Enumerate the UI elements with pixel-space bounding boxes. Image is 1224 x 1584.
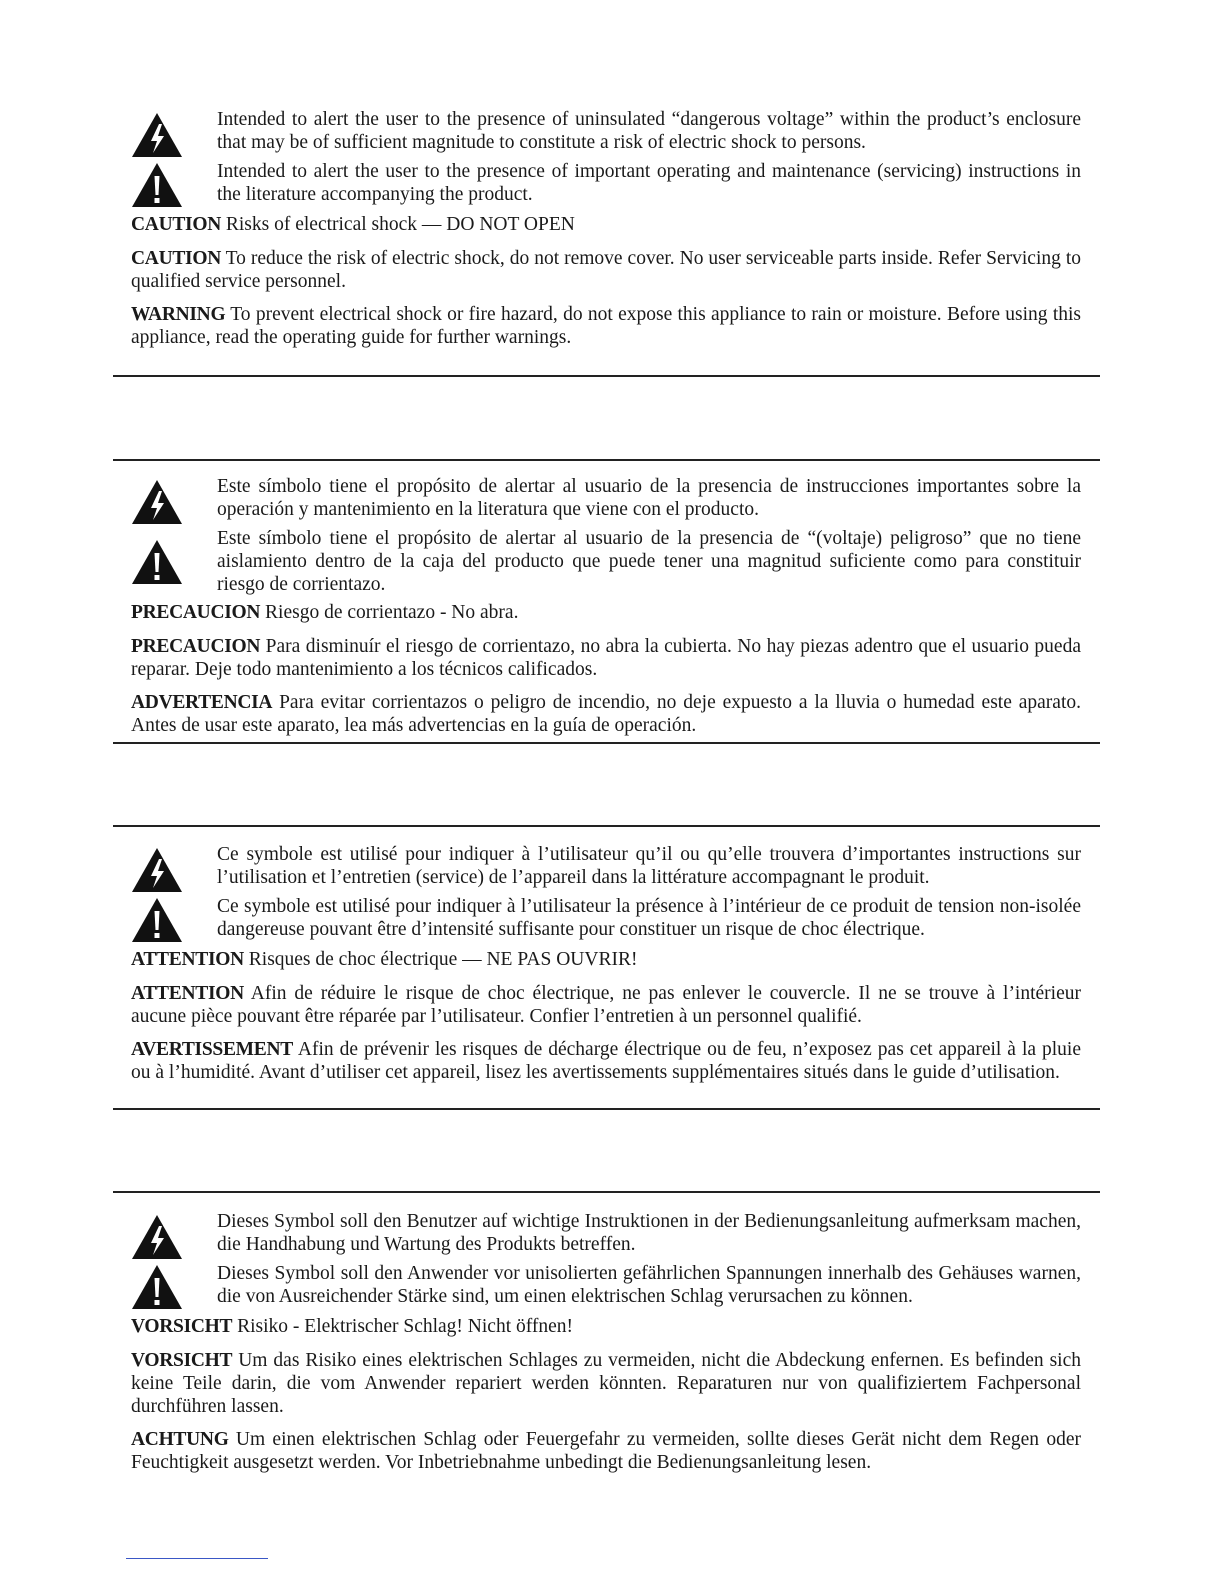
paragraph-text: Um einen elektrischen Schlag oder Feuergefahr zu vermeiden, sollte dieses Gerät nicht dem Regen oder Feuchtigkeit ausgesetzt werden. Vor Inbetriebnahme unbedingt die Bedienungsanleitung lesen. xyxy=(131,1429,1081,1473)
keyword: AVERTISSEMENT xyxy=(131,1039,293,1060)
divider xyxy=(113,459,1100,461)
warning-paragraph xyxy=(131,1428,1081,1474)
warning-paragraph xyxy=(131,1038,1081,1084)
paragraph-text: Para evitar corrientazos o peligro de incendio, no deje expuesto a la lluvia o humedad este aparato. Antes de usar este aparato, lea más advertencias en la guía de operación. xyxy=(131,692,1081,736)
symbol-text: Ce symbole est utilisé pour indiquer à l’utilisateur la présence à l’intérieur de ce produit de tension non-isolée dangereuse pouvant être d’intensité suffisante pour constituer un risque de choc électrique. xyxy=(217,896,1081,940)
exclamation-triangle-icon xyxy=(131,162,183,208)
keyword: ADVERTENCIA xyxy=(131,692,273,713)
symbol-text: Dieses Symbol soll den Benutzer auf wichtige Instruktionen in der Bedienungsanleitung aufmerksam machen, die Handhabung und Wartung des Produkts betreffen. xyxy=(217,1211,1081,1255)
keyword: ATTENTION xyxy=(131,983,244,1004)
keyword: VORSICHT xyxy=(131,1316,233,1337)
section-spanish xyxy=(131,475,1081,747)
keyword: ATTENTION xyxy=(131,949,244,970)
exclamation-triangle-icon xyxy=(131,897,183,943)
lightning-bolt-triangle-icon xyxy=(131,847,183,893)
keyword: WARNING xyxy=(131,304,226,325)
symbol-text: Este símbolo tiene el propósito de alertar al usuario de la presencia de “(voltaje) peligroso” que no tiene aislamiento dentro de la caja del producto que puede tener una magnitud suficiente como para constituir riesgo de corrientazo. xyxy=(217,528,1081,595)
warning-paragraph xyxy=(131,691,1081,737)
lightning-bolt-triangle-icon xyxy=(131,479,183,525)
keyword: PRECAUCION xyxy=(131,602,261,623)
section-english xyxy=(131,108,1081,359)
symbol-row-voltage xyxy=(131,527,1081,596)
section-french xyxy=(131,843,1081,1094)
caution-paragraph xyxy=(131,213,1081,236)
divider xyxy=(113,1191,1100,1193)
keyword: CAUTION xyxy=(131,214,221,235)
section-german xyxy=(131,1210,1081,1484)
keyword: VORSICHT xyxy=(131,1350,233,1371)
paragraph-text: To reduce the risk of electric shock, do not remove cover. No user serviceable parts inside. Refer Servicing to qualified service personnel. xyxy=(131,248,1081,292)
symbol-text: Dieses Symbol soll den Anwender vor unisolierten gefährlichen Spannungen innerhalb des Gehäuses warnen, die von Ausreichender Stärke sind, um einen elektrischen Schlag verursachen zu können. xyxy=(217,1263,1081,1307)
divider xyxy=(113,742,1100,744)
caution-paragraph xyxy=(131,635,1081,681)
paragraph-text: Um das Risiko eines elektrischen Schlages zu vermeiden, nicht die Abdeckung enfernen. Es befinden sich keine Teile darin, die vom Anwender repariert werden könnten. Reparaturen nur von qualifiziertem Fachpersonal durchführen lassen. xyxy=(131,1350,1081,1417)
symbol-text: Ce symbole est utilisé pour indiquer à l’utilisateur qu’il ou qu’elle trouvera d’importantes instructions sur l’utilisation et l’entretien (service) de l’appareil dans la littérature accompagnant le produit. xyxy=(217,844,1081,888)
keyword: CAUTION xyxy=(131,248,221,269)
warning-paragraph xyxy=(131,303,1081,349)
paragraph-text: Risiko - Elektrischer Schlag! Nicht öffnen! xyxy=(232,1316,574,1337)
caution-paragraph xyxy=(131,982,1081,1028)
paragraph-text: Riesgo de corrientazo - No abra. xyxy=(260,602,519,623)
symbol-text: Intended to alert the user to the presence of uninsulated “dangerous voltage” within the product’s enclosure that may be of sufficient magnitude to constitute a risk of electric shock to persons. xyxy=(217,109,1081,153)
symbol-row-voltage xyxy=(131,108,1081,156)
symbol-text: Intended to alert the user to the presence of important operating and maintenance (servicing) instructions in the literature accompanying the product. xyxy=(217,161,1081,205)
caution-paragraph xyxy=(131,247,1081,293)
symbol-row-instructions xyxy=(131,843,1081,891)
lightning-bolt-triangle-icon xyxy=(131,1214,183,1260)
paragraph-text: To prevent electrical shock or fire hazard, do not expose this appliance to rain or moisture. Before using this appliance, read the operating guide for further warnings. xyxy=(131,304,1081,348)
keyword: PRECAUCION xyxy=(131,636,261,657)
caution-paragraph xyxy=(131,1349,1081,1418)
divider xyxy=(113,825,1100,827)
exclamation-triangle-icon xyxy=(131,1264,183,1310)
divider xyxy=(113,1108,1100,1110)
paragraph-text: Afin de réduire le risque de choc électrique, ne pas enlever le couvercle. Il ne se trouve à l’intérieur aucune pièce pouvant être réparée par l’utilisateur. Confier l’entretien à un personnel qualifié. xyxy=(131,983,1081,1027)
divider xyxy=(113,375,1100,377)
caution-paragraph xyxy=(131,601,1081,624)
symbol-row-voltage xyxy=(131,895,1081,943)
symbol-row-instructions xyxy=(131,1210,1081,1258)
symbol-row-instructions xyxy=(131,475,1081,523)
symbol-row-voltage xyxy=(131,1262,1081,1310)
caution-paragraph xyxy=(131,1315,1081,1338)
footer-link-underline xyxy=(126,1558,268,1559)
paragraph-text: Risques de choc électrique — NE PAS OUVRIR! xyxy=(243,949,638,970)
keyword: ACHTUNG xyxy=(131,1429,229,1450)
paragraph-text: Risks of electrical shock — DO NOT OPEN xyxy=(221,214,575,235)
caution-paragraph xyxy=(131,948,1081,971)
paragraph-text: Para disminuír el riesgo de corrientazo, no abra la cubierta. No hay piezas adentro que el usuario pueda reparar. Deje todo mantenimiento a los técnicos calificados. xyxy=(131,636,1081,680)
paragraph-text: Afin de prévenir les risques de décharge électrique ou de feu, n’exposez pas cet appareil à la pluie ou à l’humidité. Avant d’utiliser cet appareil, lisez les avertissements supplémentaires situés dans le guide d’utilisation. xyxy=(131,1039,1081,1083)
exclamation-triangle-icon xyxy=(131,539,183,585)
symbol-row-instructions xyxy=(131,160,1081,208)
symbol-text: Este símbolo tiene el propósito de alertar al usuario de la presencia de instrucciones importantes sobre la operación y mantenimiento en la literatura que viene con el producto. xyxy=(217,476,1081,520)
lightning-bolt-triangle-icon xyxy=(131,112,183,158)
